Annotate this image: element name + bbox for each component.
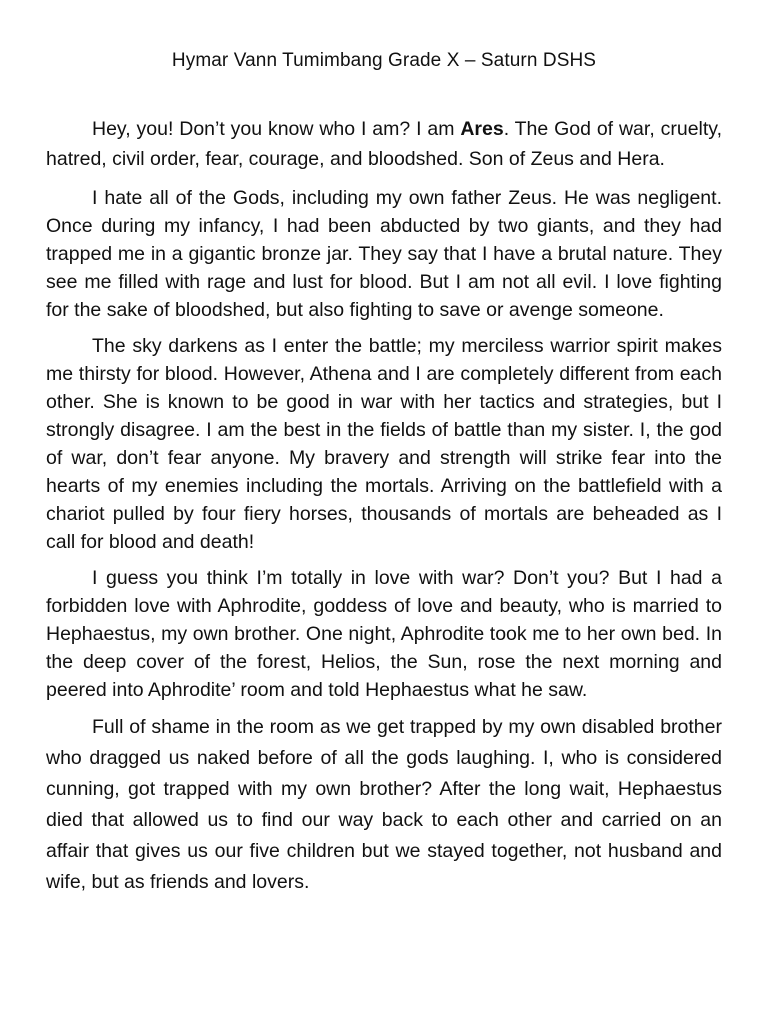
- document-header: Hymar Vann Tumimbang Grade X – Saturn DSHS: [171, 50, 597, 71]
- paragraph-intro: [46, 114, 722, 174]
- paragraph-battle: The sky darkens as I enter the battle; my merciless warrior spirit makes me thirsty for blood. However, Athena and I are completely different from each other. She is known to be good in war with her tactics and strategies, but I strongly disagree. I am the best in the fields of battle than my sister. I, the god of war, don’t fear anyone. My bravery and strength will strike fear into the hearts of my enemies including the mortals. Arriving on the battlefield with a chariot pulled by four fiery horses, thousands of mortals are beheaded as I call for blood and death!: [46, 335, 722, 553]
- paragraph-shame: Full of shame in the room as we get trapped by my own disabled brother who dragged us naked before of all the gods laughing. I, who is considered cunning, got trapped with my own brother? After the long wait, Hephaestus died that allowed us to find our way back to each other and carried on an affair that gives us our five children but we stayed together, not husband and wife, but as friends and lovers.: [46, 716, 722, 893]
- paragraph-intro-before: Hey, you! Don’t you know who I am? I am: [92, 118, 461, 140]
- ares-name-bold: Ares: [460, 118, 504, 140]
- paragraph-intro-after: . The God of war, cruelty, hatred, civil order, fear, courage, and bloodshed. Son of Zeus and Hera.: [46, 118, 723, 170]
- paragraph-gods: I hate all of the Gods, including my own father Zeus. He was negligent. Once during my infancy, I had been abducted by two giants, and they had trapped me in a gigantic bronze jar. They say that I have a brutal nature. They see me filled with rage and lust for blood. But I am not all evil. I love fighting for the sake of bloodshed, but also fighting to save or avenge someone.: [46, 187, 722, 321]
- paragraph-aphrodite: I guess you think I’m totally in love with war? Don’t you? But I had a forbidden love with Aphrodite, goddess of love and beauty, who is married to Hephaestus, my own brother. One night, Aphrodite took me to her own bed. In the deep cover of the forest, Helios, the Sun, rose the next morning and peered into Aphrodite’ room and told Hephaestus what he saw.: [46, 567, 722, 701]
